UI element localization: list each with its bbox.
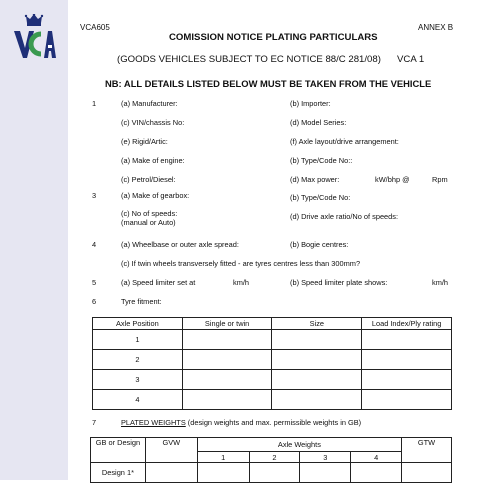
- plated-weights-label: [121, 418, 361, 427]
- vca-logo: [14, 14, 56, 60]
- tyre-table-header-row: [93, 318, 452, 330]
- engine-make-field: (a) Make of engine:: [121, 156, 185, 165]
- size-cell[interactable]: [272, 370, 362, 390]
- left-sidebar-band: [0, 0, 68, 480]
- single-or-twin-cell[interactable]: [182, 370, 272, 390]
- size-cell[interactable]: [272, 390, 362, 410]
- load-index-cell[interactable]: [362, 370, 452, 390]
- table-row: [93, 350, 452, 370]
- nb-notice: NB: ALL DETAILS LISTED BELOW MUST BE TAKEN FROM THE VEHICLE: [105, 78, 432, 89]
- rigid-artic-field: (e) Rigid/Artic:: [121, 137, 168, 146]
- col-axle-position: Axle Position: [93, 318, 183, 330]
- axle-position-cell: 3: [93, 370, 183, 390]
- wheelbase-field: (a) Wheelbase or outer axle spread:: [121, 240, 239, 249]
- single-or-twin-cell[interactable]: [182, 350, 272, 370]
- vca-code: VCA 1: [397, 54, 425, 65]
- model-series-field: (d) Model Series:: [290, 118, 347, 127]
- size-cell[interactable]: [272, 330, 362, 350]
- vin-field: (c) VIN/chassis No:: [121, 118, 185, 127]
- twin-wheels-question: (c) If twin wheels transversely fitted - are tyres centres less than 300mm?: [121, 259, 361, 268]
- plated-weights-note: (design weights and max. permissible weights in GB): [185, 418, 362, 427]
- single-or-twin-cell[interactable]: [182, 330, 272, 350]
- axle-num-1: 1: [197, 452, 249, 463]
- design-1-label: Design 1*: [91, 463, 146, 483]
- load-index-cell[interactable]: [362, 330, 452, 350]
- col-axle-weights: Axle Weights: [197, 438, 401, 452]
- col-load-index: Load Index/Ply rating: [362, 318, 452, 330]
- gearbox-make-field: (a) Make of gearbox:: [121, 191, 190, 200]
- col-gtw: GTW: [402, 438, 452, 463]
- engine-type-code-field: (b) Type/Code No::: [290, 156, 353, 165]
- axle-position-cell: 4: [93, 390, 183, 410]
- axle-layout-field: (f) Axle layout/drive arrangement:: [290, 137, 399, 146]
- form-code: VCA605: [80, 23, 110, 32]
- speed-plate-field: (b) Speed limiter plate shows:: [290, 278, 388, 287]
- load-index-cell[interactable]: [362, 390, 452, 410]
- table-row: [93, 370, 452, 390]
- no-speeds-hint: (manual or Auto): [121, 218, 176, 227]
- single-or-twin-cell[interactable]: [182, 390, 272, 410]
- axle-position-cell: 1: [93, 330, 183, 350]
- max-power-field: (d) Max power:: [290, 175, 340, 184]
- page-subtitle: (GOODS VEHICLES SUBJECT TO EC NOTICE 88/C 281/08): [117, 54, 381, 65]
- section-4-number: 4: [92, 240, 97, 249]
- section-7-number: 7: [92, 418, 97, 427]
- table-row: [93, 330, 452, 350]
- section-3-number: 3: [92, 191, 97, 200]
- plated-weights-heading: PLATED WEIGHTS: [121, 418, 186, 427]
- speed-limiter-field: (a) Speed limiter set at: [121, 278, 196, 287]
- page-title: COMISSION NOTICE PLATING PARTICULARS: [169, 32, 378, 43]
- gearbox-type-code-field: (b) Type/Code No:: [290, 193, 351, 202]
- speed-limiter-unit: km/h: [233, 278, 250, 287]
- col-size: Size: [272, 318, 362, 330]
- kw-bhp-unit: kW/bhp @: [375, 175, 410, 184]
- manufacturer-field: (a) Manufacturer:: [121, 99, 178, 108]
- col-gb-or-design: GB or Design: [91, 438, 146, 463]
- size-cell[interactable]: [272, 350, 362, 370]
- section-5-number: 5: [92, 278, 97, 287]
- col-single-or-twin: Single or twin: [182, 318, 272, 330]
- tyre-fitment-label: Tyre fitment:: [121, 297, 162, 306]
- axle-position-cell: 2: [93, 350, 183, 370]
- axle-num-2: 2: [249, 452, 300, 463]
- bogie-centres-field: (b) Bogie centres:: [290, 240, 349, 249]
- section-1-number: 1: [92, 99, 97, 108]
- axle-num-3: 3: [300, 452, 351, 463]
- drive-axle-ratio-field: (d) Drive axle ratio/No of speeds:: [290, 212, 399, 221]
- plated-weights-table: [90, 437, 452, 483]
- no-speeds-field: (c) No of speeds:: [121, 209, 178, 218]
- axle-num-4: 4: [351, 452, 402, 463]
- section-6-number: 6: [92, 297, 97, 306]
- col-gvw: GVW: [145, 438, 197, 463]
- speed-plate-unit: km/h: [432, 278, 449, 287]
- load-index-cell[interactable]: [362, 350, 452, 370]
- rpm-unit: Rpm: [432, 175, 448, 184]
- annex-label: ANNEX B: [418, 23, 454, 32]
- tyre-fitment-table: [92, 317, 452, 410]
- table-row: [93, 390, 452, 410]
- importer-field: (b) Importer:: [290, 99, 331, 108]
- petrol-diesel-field: (c) Petrol/Diesel:: [121, 175, 176, 184]
